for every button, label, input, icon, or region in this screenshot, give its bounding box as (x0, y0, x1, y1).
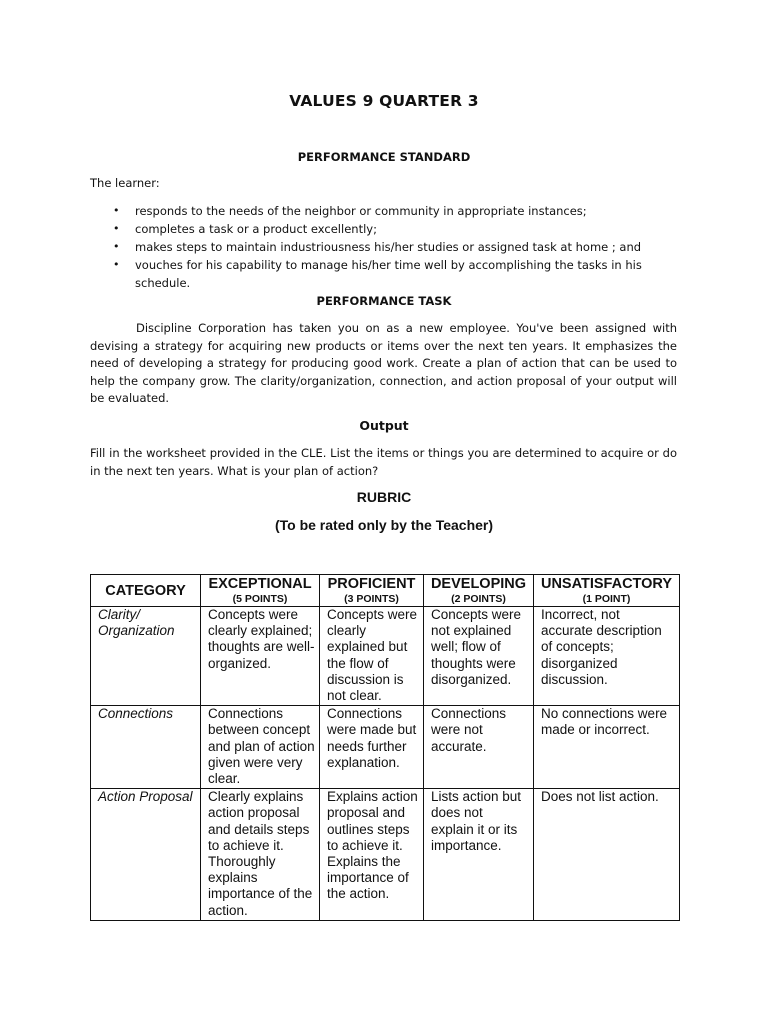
exceptional-cell: Clearly explains action proposal and details steps to achieve it. Thoroughly explains importance of the action. (201, 789, 320, 921)
proficient-cell: Connections were made but needs further explanation. (320, 706, 424, 789)
header-exceptional (201, 575, 320, 607)
developing-cell: Concepts were not explained well; flow of thoughts were disorganized. (424, 607, 534, 706)
category-cell: Clarity/ Organization (91, 607, 201, 706)
performance-standard-heading: PERFORMANCE STANDARD (297, 150, 471, 164)
header-proficient (320, 575, 424, 607)
rubric-heading: RUBRIC (356, 489, 412, 505)
exceptional-cell: Connections between concept and plan of action given were very clear. (201, 706, 320, 789)
learner-intro: The learner: (90, 176, 160, 190)
header-developing (424, 575, 534, 607)
category-cell: Connections (91, 706, 201, 789)
task-paragraph: Discipline Corporation has taken you on as a new employee. You've been assigned with devising a strategy for acquiring new products or items over the next ten years. It emphasizes the need of developing a strategy for producing good work. Create a plan of action that can be used to help the company grow. The clarity/organization, connection, and action proposal of your output will be evaluated. (90, 321, 677, 405)
standard-list (90, 202, 680, 292)
table-row (91, 607, 680, 706)
header-points: (2 POINTS) (451, 593, 506, 605)
category-cell: Action Proposal (91, 789, 201, 921)
output-heading: Output (359, 418, 409, 433)
unsatisfactory-cell: No connections were made or incorrect. (534, 706, 680, 789)
list-item-text: vouches for his capability to manage his/her time well by accomplishing the tasks in his schedule. (135, 258, 642, 290)
unsatisfactory-cell: Does not list action. (534, 789, 680, 921)
header-points: (1 POINT) (582, 593, 631, 605)
performance-task-heading: PERFORMANCE TASK (316, 294, 452, 308)
rubric-subheading: (To be rated only by the Teacher) (274, 517, 494, 533)
header-unsatisfactory (534, 575, 680, 607)
bullet-icon: • (113, 258, 120, 271)
table-header-row (91, 575, 680, 607)
header-label: DEVELOPING (430, 576, 527, 592)
list-item (90, 220, 680, 238)
unsatisfactory-cell: Incorrect, not accurate description of concepts; disorganized discussion. (534, 607, 680, 706)
header-points: (5 POINTS) (232, 593, 288, 605)
table-row (91, 789, 680, 921)
bullet-icon: • (113, 204, 120, 217)
header-category (91, 575, 201, 607)
developing-cell: Lists action but does not explain it or its importance. (424, 789, 534, 921)
list-item (90, 256, 680, 292)
bullet-icon: • (113, 222, 120, 235)
proficient-cell: Explains action proposal and outlines steps to achieve it. Explains the importance of the action. (320, 789, 424, 921)
output-paragraph: Fill in the worksheet provided in the CLE. List the items or things you are determined to acquire or do in the next ten years. What is your plan of action? (90, 446, 677, 478)
bullet-icon: • (113, 240, 120, 253)
list-item-text: completes a task or a product excellently; (135, 222, 377, 236)
proficient-cell: Concepts were clearly explained but the flow of discussion is not clear. (320, 607, 424, 706)
list-item-text: makes steps to maintain industriousness his/her studies or assigned task at home ; and (135, 240, 642, 254)
header-label: UNSATISFACTORY (540, 576, 673, 592)
exceptional-cell: Concepts were clearly explained; thoughts are well-organized. (201, 607, 320, 706)
header-label: EXCEPTIONAL (208, 576, 312, 592)
rubric-table (90, 574, 680, 921)
list-item-text: responds to the needs of the neighbor or community in appropriate instances; (135, 204, 587, 218)
header-points: (3 POINTS) (344, 593, 399, 605)
header-label: CATEGORY (105, 582, 186, 599)
list-item (90, 238, 680, 256)
list-item (90, 202, 680, 220)
developing-cell: Connections were not accurate. (424, 706, 534, 789)
header-label: PROFICIENT (327, 576, 416, 592)
page-title: VALUES 9 QUARTER 3 (289, 92, 479, 110)
table-row (91, 706, 680, 789)
